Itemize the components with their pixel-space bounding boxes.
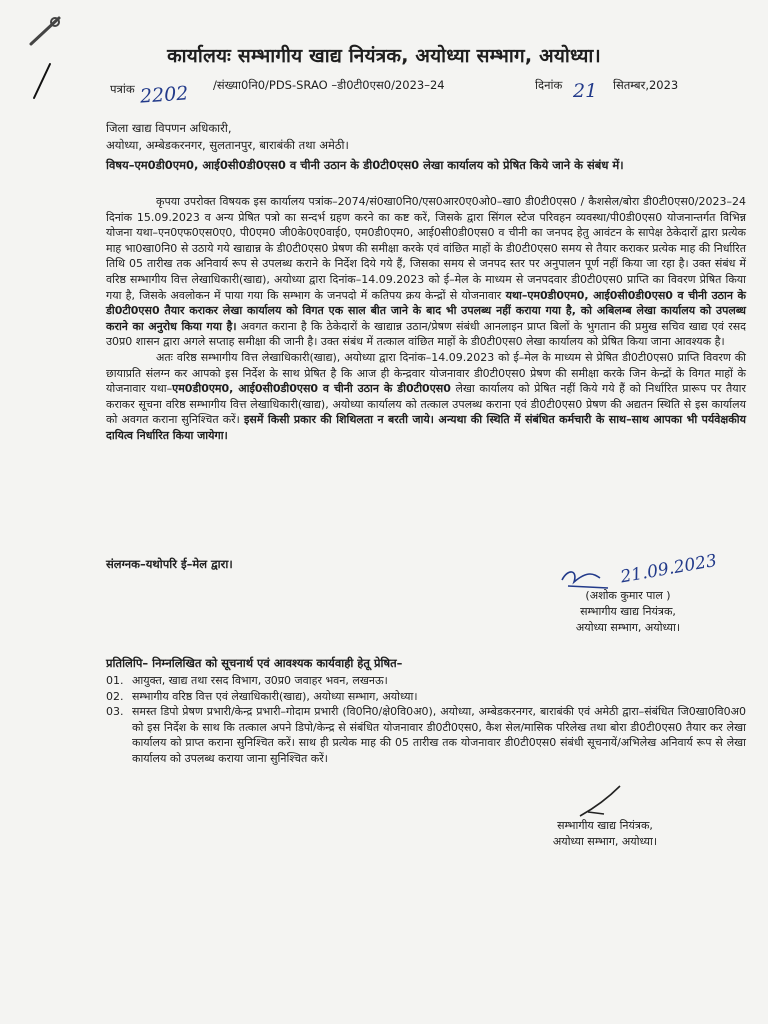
copy-item-number: 01. bbox=[106, 674, 124, 687]
para1-bold-text: यथा–एम0डी0एम0, आई0सी0डी0एस0 व चीनी उठान के डी0टी0एस0 तैयार कराकर लेखा कार्यालय को विगत एक साल बीत जाने के बाद भी उपलब्ध नहीं कराया गया है, को अबिलम्ब लेखा कार्यालय को उपलब्ध कराने का अनुरोध किया गया है। bbox=[106, 288, 747, 333]
handwritten-letter-number: 2202 bbox=[139, 82, 190, 108]
signatory-name: (अशोक कुमार पाल ) bbox=[585, 589, 671, 602]
signature-block-1 bbox=[548, 588, 708, 636]
copy-item bbox=[106, 704, 746, 766]
signatory-office: अयोध्या सम्भाग, अयोध्या। bbox=[575, 621, 681, 634]
signature-2 bbox=[570, 782, 630, 822]
copy-item-text: समस्त डिपो प्रेषण प्रभारी/केन्द्र प्रभारी–गोदाम प्रभारी (वि0नि0/क्षे0वि0अ0), अयोध्या, अम्बेडकरनगर, बाराबंकी एवं अमेठी द्वारा–संबंधित जि0खा0वि0अ0 को इस निर्देश के साथ कि तत्काल अपने डिपो/केन्द्र से संबंधित योजनावार डी0टी0एस0, कैश सेल/मासिक परिलेख तथा बोरा डी0टी0एस0 तैयार कर लेखा कार्यालय को प्राप्त कराना सुनिश्चित करें। साथ ही प्रत्येक माह की 05 तारीख तक योजनावार डी0टी0एस0 संबंधी सूचनायें/अभिलेख अनिवार्य रूप से लेखा कार्यालय को उपलब्ध कराया जाना सुनिश्चित करें। bbox=[132, 705, 746, 765]
handwritten-day: 21 bbox=[573, 80, 598, 102]
para2-bold-text: एम0डी0एम0, आई0सी0डी0एस0 व चीनी उठान के डी0टी0एस0 bbox=[172, 382, 451, 396]
copy-item bbox=[106, 689, 746, 705]
signatory-designation-2: सम्भागीय खाद्य नियंत्रक, bbox=[557, 819, 653, 832]
copy-item bbox=[106, 673, 746, 689]
copy-item-text: सम्भागीय वरिष्ठ वित्त एवं लेखाधिकारी(खाद्य), अयोध्या सम्भाग, अयोध्या। bbox=[132, 689, 418, 703]
signature-block-2 bbox=[530, 818, 680, 850]
enclosure-note: संलग्नक–यथोपरि ई–मेल द्वारा। bbox=[106, 557, 233, 571]
subject-line: विषय–एम0डी0एम0, आई0सी0डी0एस0 व चीनी उठान के डी0टी0एस0 लेखा कार्यालय को प्रेषित किये जाने के संबंध में। bbox=[106, 158, 624, 172]
para1-text-c: अवगत कराना है कि ठेकेदारों के खाद्यान्न उठान/प्रेषण संबंधी आनलाइन प्राप्त बिलों के भुगतान की प्रमुख सचिव खाद्य एवं रसद उ0प्र0 शासन द्वारा अगले सप्ताह समीक्षा की जानी है। उक्त संबंध में तत्काल वांछित माहों के डी0टी0एस0 लेखा कार्यालय को प्रेषित किया जाना आवश्यक है। bbox=[106, 319, 746, 349]
copy-item-text: आयुक्त, खाद्य तथा रसद विभाग, उ0प्र0 जवाहर भवन, लखनऊ। bbox=[132, 674, 388, 687]
patrank-label: पत्रांक bbox=[110, 82, 135, 96]
body-paragraph-1 bbox=[106, 194, 746, 350]
pen-mark-icon bbox=[28, 62, 58, 102]
para2-bold-text-2: इसमें किसी प्रकार की शिथिलता न बरती जाये। अन्यथा की स्थिति में संबंधित कर्मचारी के साथ–साथ आपका भी पर्यवेक्षकीय दायित्व निर्धारित किया जायेगा। bbox=[106, 413, 746, 442]
para2-text-a: अतः वरिष्ठ सम्भागीय वित्त लेखाधिकारी(खाद्य), अयोध्या द्वारा दिनांक–14.09.2023 को ई–मेल के माध्यम से प्रेषित डी0टी0एस0 प्राप्ति विवरण की छायाप्रति संलग्न कर आपको इस निर्देश के साथ प्रेषित है कि आज ही केन्द्रवार योजनावार डी0टी0एस0 प्रेषण की समीक्षा करके जिन केन्द्रों के विगत माहों के योजनावार यथा– bbox=[106, 350, 746, 396]
office-title: कार्यालयः सम्भागीय खाद्य नियंत्रक, अयोध्या सम्भाग, अयोध्या। bbox=[167, 45, 601, 67]
signature-date: 21.09.2023 bbox=[619, 550, 719, 588]
addressee bbox=[106, 120, 349, 154]
body-paragraph-2 bbox=[106, 350, 746, 444]
copy-list bbox=[106, 673, 746, 767]
signature-1 bbox=[548, 540, 728, 595]
copy-heading: प्रतिलिपि– निम्नलिखित को सूचनार्थ एवं आवश्यक कार्यवाही हेतू प्रेषित– bbox=[106, 656, 403, 670]
para1-text-a: कृपया उपरोक्त विषयक इस कार्यालय पत्रांक–2074/सं0खा0नि0/एस0आर0ए0ओ0–खा0 डी0टी0एस0 / कैशसेल/बोरा डी0टी0एस0/2023–24 दिनांक 15.09.2023 व अन्य प्रेषित पत्रो का सन्दर्भ ग्रहण करने का कष्ट करें, जिसके द्वारा सिंगल स्टेज परिवहन व्यवस्था/पी0डी0एस0 योजनान्तर्गत विभिन्न योजना यथा–एन0एफ0एस0ए0, पी0एम0 जी0के0ए0वाई0, एम0डी0एम0, आई0सी0डी0एस0 व चीनी का जनपद हेतु आवंटन के सापेक्ष ठेकेदारों द्वारा प्रत्येक माह भा0खा0नि0 से उठाये गये खाद्यान्न के डी0टी0एस0 प्रेषण की समीक्षा करके एवं वांछित माहों के डी0टी0एस0 समय से तैयार कराकर प्रत्येक माह की निर्धारित तिथि 05 तारीख तक अनिवार्य रूप से उपलब्ध कराने के निर्देश दिये गये हैं, जिसका समय से जनपद स्तर पर अनुपालन पूर्ण नहीं किया जा रहा है। उक्त संबंध में वरिष्ठ सम्भागीय वित्त लेखाधिकारी(खाद्य), अयोध्या द्वारा दिनांक–14.09.2023 को ई–मेल के माध्यम से जनपदवार डी0टी0एस0 प्राप्ति का विवरण प्रेषित किया गया है, जिसके अवलोकन में पाया गया कि सम्भाग के जनपदो में कतिपय क्रय केन्द्रों से योजनावार bbox=[106, 195, 746, 302]
signatory-office-2: अयोध्या सम्भाग, अयोध्या। bbox=[552, 835, 658, 848]
letter-date: सितम्बर,2023 bbox=[613, 78, 679, 92]
para2-text-b: लेखा कार्यालय को प्रेषित नहीं किये गये हैं को निर्धारित प्रारूप पर तैयार कराकर सूचना वरिष्ठ सम्भागीय वित्त लेखाधिकारी(खाद्य), अयोध्या कार्यालय को तत्काल उपलब्ध कराना एवं डी0टी0एस0 प्रेषण की अद्यतन स्थिति से इस कार्यालय को अवगत कराना सुनिश्चित करें। bbox=[106, 382, 746, 427]
signatory-designation: सम्भागीय खाद्य नियंत्रक, bbox=[580, 605, 676, 618]
copy-item-number: 02. bbox=[106, 689, 124, 703]
copy-item-number: 03. bbox=[106, 705, 124, 719]
addressee-line-2: अयोध्या, अम्बेडकरनगर, सुलतानपुर, बाराबंकी तथा अमेठी। bbox=[106, 138, 349, 152]
addressee-line-1: जिला खाद्य विपणन अधिकारी, bbox=[106, 121, 232, 135]
letter-body bbox=[106, 194, 746, 444]
reference-number: /संख्या0नि0/PDS-SRAO –डी0टी0एस0/2023–24 bbox=[213, 78, 445, 92]
dinank-label: दिनांक bbox=[535, 78, 563, 92]
